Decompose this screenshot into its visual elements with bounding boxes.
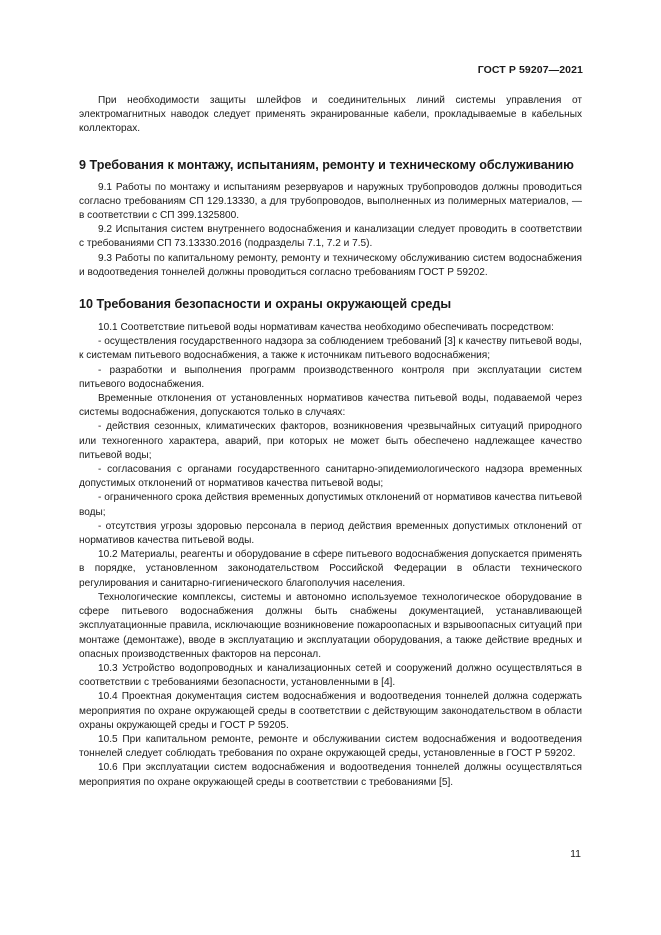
page-number: 11 — [570, 848, 581, 860]
section-9-heading: 9 Требования к монтажу, испытаниям, ремонту и техническому обслуживанию — [79, 157, 574, 172]
page-content — [79, 94, 582, 790]
paragraph-10-1: 10.1 Соответствие питьевой воды нормативам качества необходимо обеспечивать посредством: — [98, 322, 554, 334]
section-10-heading: 10 Требования безопасности и охраны окружающей среды — [79, 297, 452, 312]
list-item: - действия сезонных, климатических факторов, возникновения чрезвычайных ситуаций природного или техногенного характера, аварий, при которых не может быть обеспечено надлежащее качество питьевой воды; — [79, 421, 582, 461]
document-code-header: ГОСТ Р 59207—2021 — [477, 64, 583, 76]
paragraph-technological-complexes: Технологические комплексы, системы и автономно используемое технологическое оборудование в сфере питьевого водоснабжения должны быть снабжены документацией, устанавливающей эксплуатационные правила, исключающие возникновение пожароопасных и взрывоопасных ситуаций при монтаже (демонтаже), вводе в эксплуатацию и эксплуатации оборудования, а также действие вредных и опасных производственных факторов на персонал. — [79, 591, 582, 660]
paragraph-10-6: 10.6 При эксплуатации систем водоснабжения и водоотведения тоннелей должны осуществляться мероприятия по охране окружающей среды в соответствии с требованиями [5]. — [79, 762, 582, 788]
paragraph-9-2: 9.2 Испытания систем внутреннего водоснабжения и канализации следует проводить в соответствии с требованиями СП 73.13330.2016 (подразделы 7.1, 7.2 и 7.5). — [79, 224, 582, 250]
paragraph-10-2: 10.2 Материалы, реагенты и оборудование в сфере питьевого водоснабжения допускается применять в порядке, установленном законодательством Российской Федерации в области технического регулирования и санитарно-гигиенического благополучия населения. — [79, 549, 582, 589]
paragraph-10-5: 10.5 При капитальном ремонте, ремонте и обслуживании систем водоснабжения и водоотведения тоннелей следует соблюдать требования по охране окружающей среды, установленные в ГОСТ Р 59202. — [79, 733, 582, 760]
list-item: - отсутствия угрозы здоровью персонала в период действия временных допустимых отклонений от нормативов качества питьевой воды. — [79, 520, 582, 547]
paragraph-10-4: 10.4 Проектная документация систем водоснабжения и водоотведения тоннелей должна содержать мероприятия по охране окружающей среды в соответствии с действующим законодательством в области охраны окружающей среды и ГОСТ Р 59205. — [79, 691, 582, 731]
list-item: - ограниченного срока действия временных допустимых отклонений от нормативов качества питьевой воды; — [79, 492, 582, 518]
paragraph-temporary-deviations: Временные отклонения от установленных нормативов качества питьевой воды, подаваемой через системы водоснабжения, допускаются только в случаях: — [79, 393, 582, 419]
paragraph-10-3: 10.3 Устройство водопроводных и канализационных сетей и сооружений должно осуществляться в соответствии с требованиями безопасности, установленными в [4]. — [79, 662, 582, 689]
list-item: - согласования с органами государственного санитарно-эпидемиологического надзора временных допустимых отклонений от нормативов качества питьевой воды; — [79, 464, 582, 490]
list-item: - осуществления государственного надзора за соблюдением требований [3] к качеству питьевой воды, к системам питьевого водоснабжения, а также к источникам питьевого водоснабжения; — [79, 336, 582, 362]
paragraph-9-3: 9.3 Работы по капитальному ремонту, ремонту и техническому обслуживанию систем водоснабжения и водоотведения тоннелей должны проводиться согласно требованиям ГОСТ Р 59202. — [79, 252, 582, 278]
paragraph-9-1: 9.1 Работы по монтажу и испытаниям резервуаров и наружных трубопроводов должны проводиться согласно требованиям СП 129.13330, а для трубопроводов, выполненных из полимерных материалов, — в соответствии с СП 399.1325800. — [79, 181, 582, 222]
list-item: - разработки и выполнения программ производственного контроля при эксплуатации систем питьевого водоснабжения. — [79, 364, 582, 390]
intro-paragraph: При необходимости защиты шлейфов и соединительных линий системы управления от электромагнитных наводок следует применять экранированные кабели, прокладываемые в кабельных коллекторах. — [79, 95, 582, 135]
